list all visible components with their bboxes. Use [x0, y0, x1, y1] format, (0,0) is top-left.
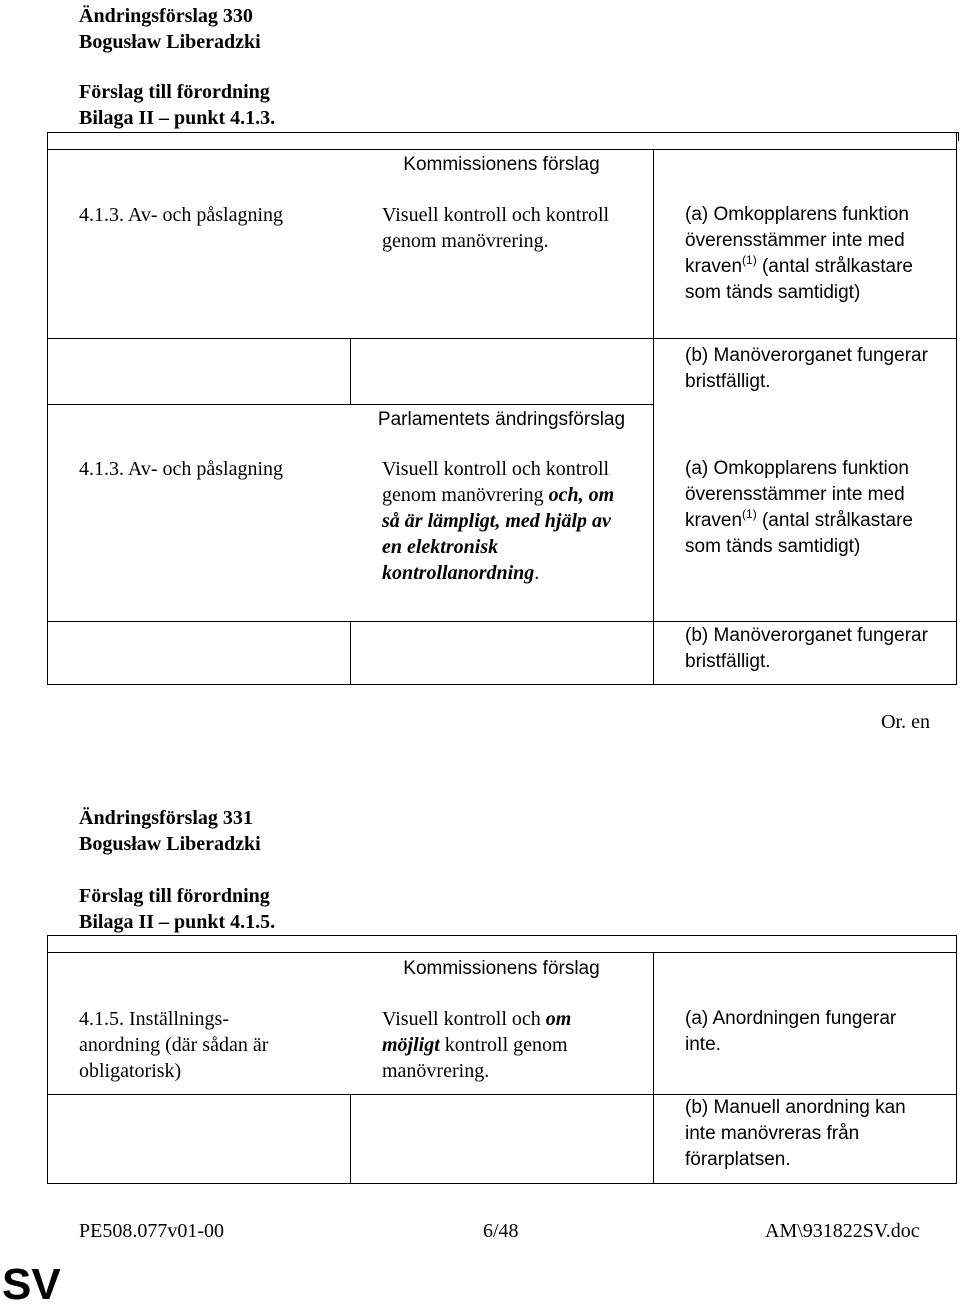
table-divider: [653, 149, 654, 685]
table-divider: [350, 338, 351, 404]
footer-doc-ref: PE508.077v01-00: [79, 1220, 224, 1242]
commission-reason-a: (a) Omkopplarens funktion överensstämmer inte med kraven$^{(1)}$ (antal strålkastare som tänds samtidigt): [685, 204, 913, 303]
table-divider: [653, 952, 654, 1184]
footer-file-name: AM\931822SV.doc: [765, 1220, 920, 1242]
parliament-item: 4.1.3. Av- och påslagning: [79, 458, 284, 480]
amendment-heading: Ändringsförslag 331: [79, 807, 253, 829]
proposal-reference: Bilaga II – punkt 4.1.5.: [79, 911, 276, 933]
table-divider: [47, 952, 957, 953]
commission-item: 4.1.5. Inställnings-anordning (där sådan är obligatorisk): [79, 1008, 269, 1082]
table-divider: [653, 338, 957, 339]
parliament-amendment-header: Parlamentets ändringsförslag: [377, 409, 626, 430]
proposal-title: Förslag till förordning: [79, 81, 270, 103]
table-divider: [350, 1094, 351, 1184]
amendment-heading: Ändringsförslag 330: [79, 5, 253, 27]
parliament-reason-a: (a) Omkopplarens funktion överensstämmer inte med kraven$^{(1)}$ (antal strålkastare som tänds samtidigt): [685, 458, 913, 557]
parliament-reason-b: (b) Manöverorganet fungerar bristfälligt.: [685, 625, 928, 672]
commission-proposal-header: Kommissionens förslag: [403, 958, 600, 979]
footer-rule: [79, 1204, 939, 1205]
proposal-reference: Bilaga II – punkt 4.1.3.: [79, 107, 276, 129]
table-divider: [47, 149, 957, 150]
commission-item: 4.1.3. Av- och påslagning: [79, 204, 284, 226]
footer-page-number: 6/48: [483, 1220, 519, 1242]
commission-proposal-header: Kommissionens förslag: [403, 154, 600, 175]
language-code: SV: [2, 1260, 61, 1309]
proposal-title: Förslag till förordning: [79, 885, 270, 907]
original-language-note: Or. en: [881, 711, 930, 733]
table-divider: [350, 621, 351, 685]
table-divider: [47, 621, 957, 622]
table-divider: [47, 1094, 653, 1095]
table-divider: [47, 404, 653, 405]
amendment-author: Bogusław Liberadzki: [79, 833, 261, 855]
parliament-method: Visuell kontroll och kontroll genom manövrering och, om så är lämpligt, med hjälp av en elektronisk kontrollanordning.: [382, 458, 615, 584]
amendment-author: Bogusław Liberadzki: [79, 31, 261, 53]
commission-reason-b: (b) Manuell anordning kan inte manövreras från förarplatsen.: [685, 1097, 906, 1170]
commission-reason-b: (b) Manöverorganet fungerar bristfälligt.: [685, 345, 928, 392]
commission-method: Visuell kontroll och om möjligt kontroll genom manövrering.: [382, 1008, 572, 1082]
commission-reason-a: (a) Anordningen fungerar inte.: [685, 1008, 897, 1055]
table-divider: [47, 338, 653, 339]
commission-method: Visuell kontroll och kontroll genom manövrering.: [382, 204, 610, 252]
